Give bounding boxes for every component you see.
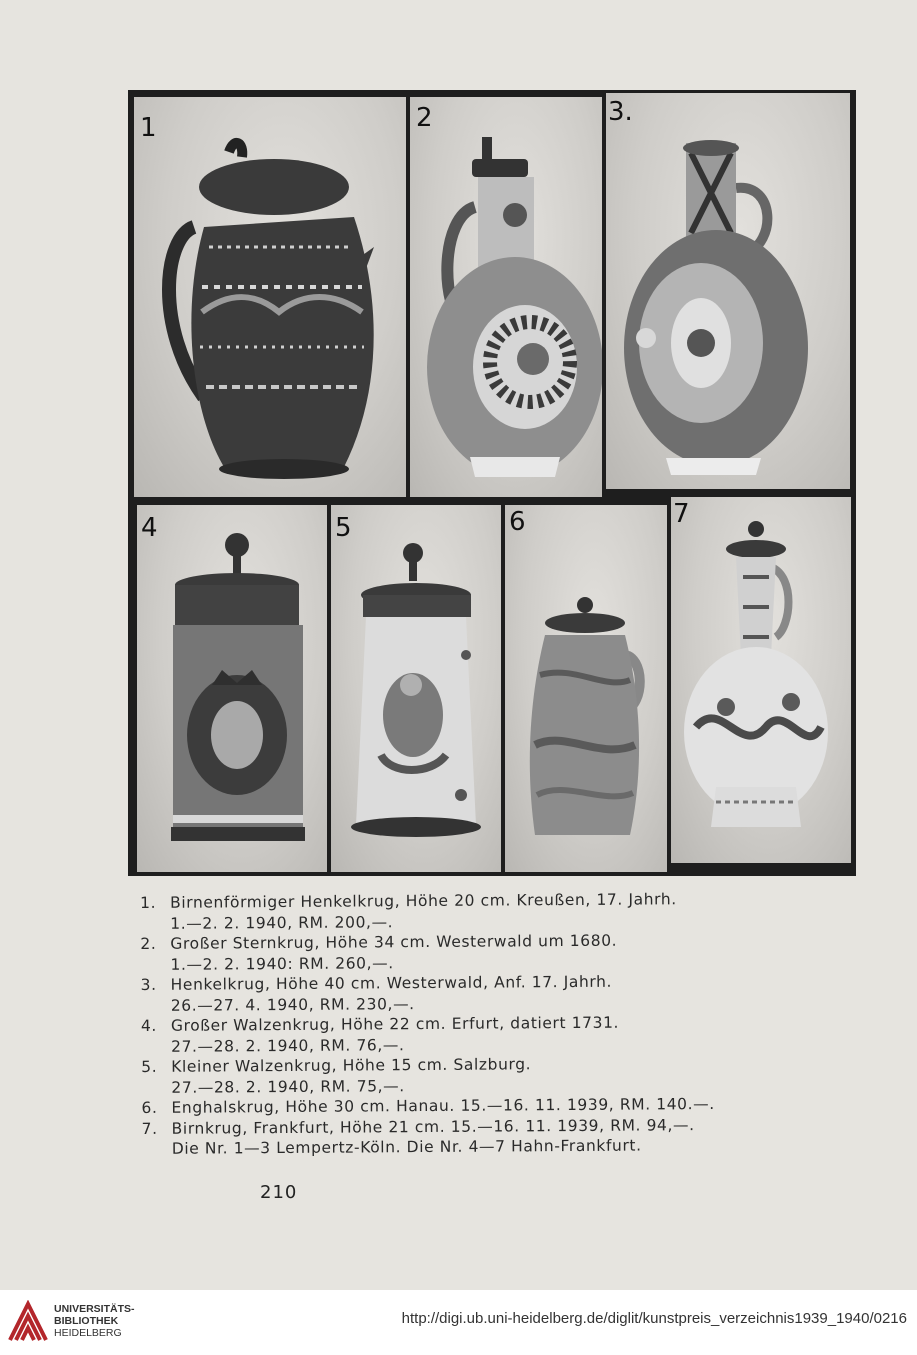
library-name-line-2: BIBLIOTHEK (54, 1315, 119, 1327)
caption-text: Kleiner Walzenkrug, Höhe 15 cm. Salzburg. (171, 1055, 532, 1076)
jug-5-drawing (331, 505, 501, 872)
photo-6-number: 6 (509, 507, 526, 537)
photo-5-number: 5 (335, 513, 352, 543)
jug-4-drawing (137, 505, 327, 872)
caption-number: 3. (140, 975, 157, 994)
caption-sale-info: 1.—2. 2. 1940, RM. 200,—. (170, 912, 394, 933)
jug-3-drawing (606, 93, 850, 489)
library-name-line-1: UNIVERSITÄTS- (54, 1303, 135, 1315)
caption-text: Birnenförmiger Henkelkrug, Höhe 20 cm. Kreußen, 17. Jahrh. (170, 890, 677, 912)
caption-number: 1. (140, 893, 157, 912)
caption-provenance: Die Nr. 1—3 Lempertz-Köln. Die Nr. 4—7 Hahn-Frankfurt. (171, 1136, 642, 1158)
photo-5-kleiner-walzenkrug (331, 505, 501, 872)
caption-sale-info: 26.—27. 4. 1940, RM. 230,—. (170, 994, 415, 1015)
photo-1-number: 1 (140, 113, 157, 143)
footer-bar (0, 1290, 917, 1355)
caption-item-2 (140, 929, 800, 975)
jug-1-drawing (134, 97, 406, 497)
photo-1-birnenfoermiger-henkelkrug (134, 97, 406, 497)
library-name (54, 1303, 135, 1339)
caption-text: Birnkrug, Frankfurt, Höhe 21 cm. 15.—16. 11. 1939, RM. 94,—. (171, 1115, 695, 1138)
caption-number: 6. (141, 1098, 158, 1117)
caption-item-5 (141, 1052, 801, 1098)
caption-text: Großer Sternkrug, Höhe 34 cm. Westerwald um 1680. (170, 931, 618, 953)
photo-2-grosser-sternkrug (410, 97, 602, 497)
caption-sale-info: 1.—2. 2. 1940: RM. 260,—. (170, 953, 394, 974)
source-url-link[interactable]: http://digi.ub.uni-heidelberg.de/diglit/kunstpreis_verzeichnis1939_1940/0216 (401, 1310, 907, 1327)
photo-4-grosser-walzenkrug (137, 505, 327, 872)
photo-6-enghalskrug (505, 505, 667, 872)
photo-2-number: 2 (416, 103, 433, 133)
jug-7-drawing (671, 497, 851, 863)
caption-text: Großer Walzenkrug, Höhe 22 cm. Erfurt, datiert 1731. (170, 1013, 620, 1035)
jug-6-drawing (505, 505, 667, 872)
caption-item-1 (140, 888, 800, 934)
photo-3-henkelkrug (606, 93, 850, 489)
photo-4-number: 4 (141, 513, 158, 543)
caption-item-3 (141, 970, 801, 1016)
photo-3-number: 3. (608, 97, 633, 127)
caption-item-4 (141, 1011, 801, 1057)
photo-7-birnkrug (671, 497, 851, 863)
caption-number: 5. (141, 1057, 158, 1076)
caption-number: 4. (140, 1016, 157, 1035)
caption-text: Henkelkrug, Höhe 40 cm. Westerwald, Anf. 17. Jahrh. (170, 972, 613, 994)
library-logo-icon (6, 1300, 50, 1344)
photo-7-number: 7 (673, 499, 690, 529)
caption-text: Enghalskrug, Höhe 30 cm. Hanau. 15.—16. 11. 1939, RM. 140.—. (171, 1094, 715, 1117)
page-number: 210 (260, 1182, 298, 1203)
caption-number: 7. (141, 1119, 158, 1138)
jug-2-drawing (410, 97, 602, 497)
caption-item-7 (142, 1114, 802, 1160)
caption-sale-info: 27.—28. 2. 1940, RM. 75,—. (171, 1076, 405, 1097)
caption-list (140, 888, 802, 1159)
caption-sale-info: 27.—28. 2. 1940, RM. 76,—. (171, 1035, 405, 1056)
caption-number: 2. (140, 934, 157, 953)
library-name-line-3: HEIDELBERG (54, 1327, 122, 1339)
